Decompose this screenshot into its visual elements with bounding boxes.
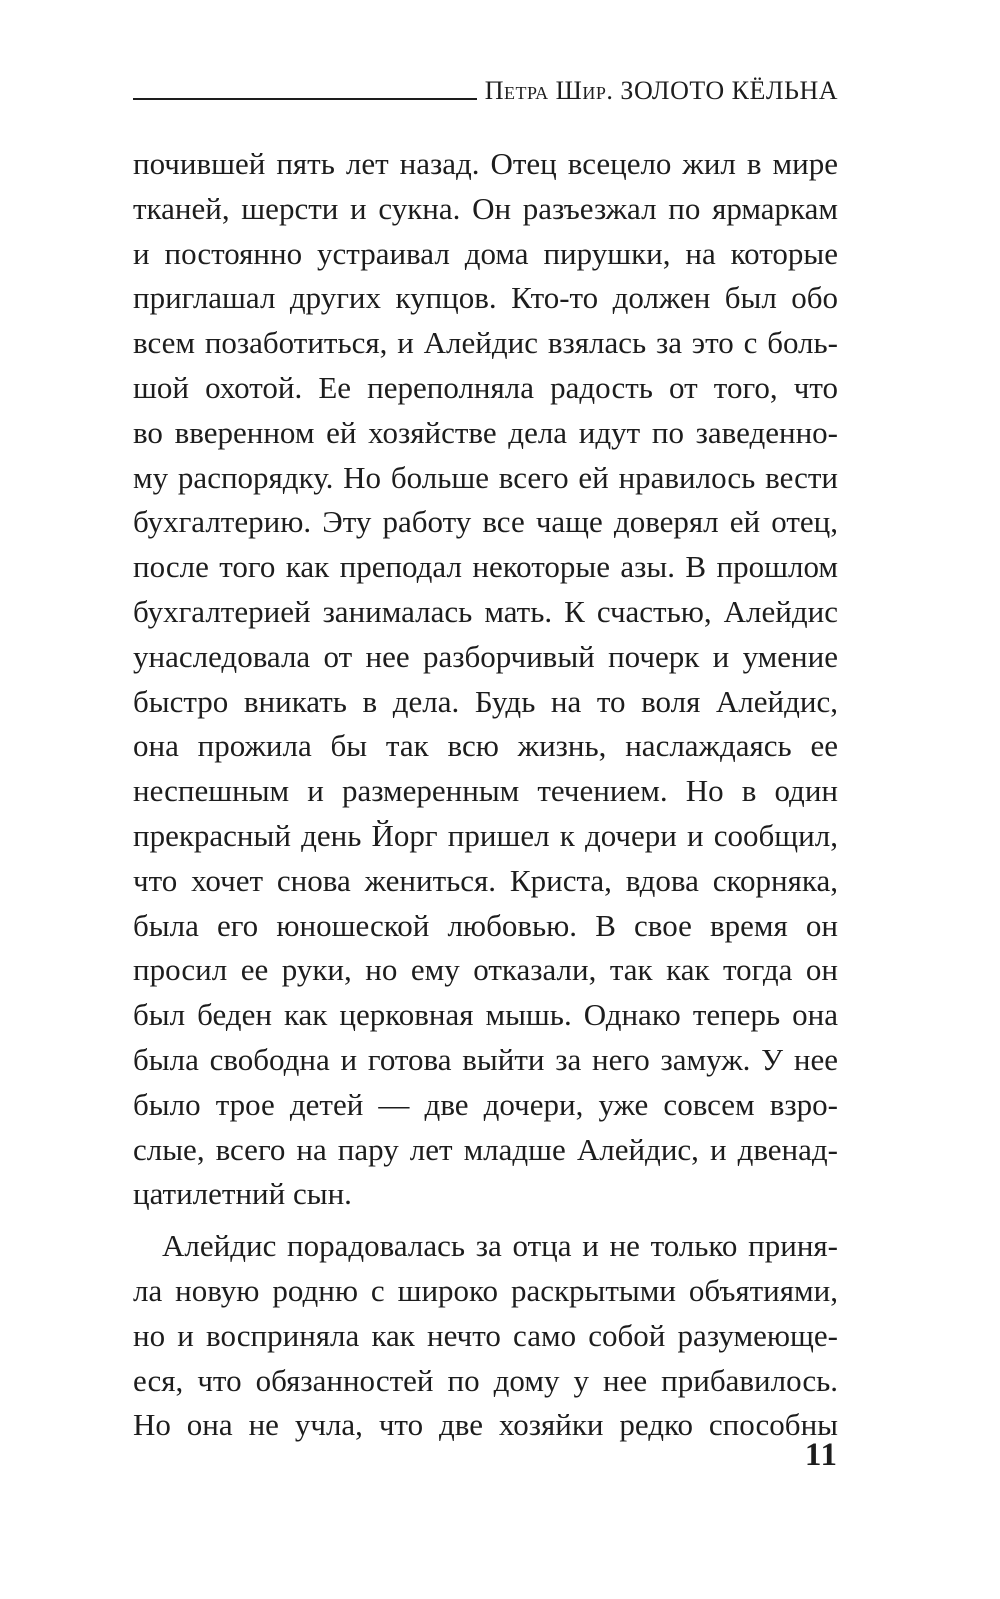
paragraph-gap (133, 1217, 838, 1224)
header-separator: . (606, 76, 621, 105)
text-line: был беден как церковная мышь. Однако теперь она (133, 997, 838, 1033)
text-line: было трое детей — две дочери, уже совсем взро- (133, 1086, 838, 1122)
text-line: быстро вникать в дела. Будь на то воля Алейдис, (133, 683, 838, 719)
text-line: бухгалтерию. Эту работу все чаще доверял ей отец, (133, 504, 838, 540)
text-line: шой охотой. Ее переполняла радость от того, что (133, 369, 838, 405)
text-line: унаследовала от нее разборчивый почерк и умение (133, 638, 838, 674)
text-line: бухгалтерией занималась мать. К счастью, Алейдис (133, 593, 838, 629)
text-line: приглашал других купцов. Кто-то должен был обо (133, 280, 838, 316)
text-line: ла новую родню с широко раскрытыми объятиями, (133, 1272, 838, 1308)
text-line: была его юношеской любовью. В свое время он (133, 907, 838, 943)
header-author: Петра Шир (484, 76, 607, 105)
text-line: неспешным и размеренным течением. Но в один (133, 773, 838, 809)
paragraph (133, 142, 838, 1217)
text-line: цатилетний сын. (133, 1176, 352, 1212)
body-text (133, 142, 838, 1448)
text-line: Но она не учла, что две хозяйки редко способны (133, 1407, 838, 1443)
text-line: она прожила бы так всю жизнь, наслаждаясь ее (133, 728, 838, 764)
text-line: но и восприняла как нечто само собой разумеюще- (133, 1317, 838, 1353)
running-header (133, 70, 838, 104)
text-line: почившей пять лет назад. Отец всецело жил в мире (133, 146, 838, 181)
text-line: еся, что обязанностей по дому у нее прибавилось. (133, 1362, 838, 1398)
text-line: Алейдис порадовалась за отца и не только приня- (162, 1228, 838, 1264)
text-line: му распорядку. Но больше всего ей нравилось вести (133, 459, 838, 495)
text-line: всем позаботиться, и Алейдис взялась за это с боль- (133, 325, 838, 361)
header-title: ЗОЛОТО КЁЛЬНА (620, 76, 838, 105)
text-line: после того как преподал некоторые азы. В прошлом (133, 549, 838, 585)
header-text (485, 78, 838, 104)
header-rule (133, 98, 477, 100)
text-line: прекрасный день Йорг пришел к дочери и сообщил, (133, 817, 838, 853)
text-line: что хочет снова жениться. Криста, вдова скорняка, (133, 862, 838, 898)
page-number: 11 (804, 1437, 838, 1473)
paragraph (133, 1224, 838, 1448)
text-line: во вверенном ей хозяйстве дела идут по заведенно- (133, 414, 838, 450)
text-line: была свободна и готова выйти за него замуж. У нее (133, 1041, 838, 1077)
text-line: просил ее руки, но ему отказали, так как тогда он (133, 952, 838, 988)
text-line: и постоянно устраивал дома пирушки, на которые (133, 235, 838, 271)
text-line: слые, всего на пару лет младше Алейдис, и двенад- (133, 1131, 838, 1167)
text-line: тканей, шерсти и сукна. Он разъезжал по ярмаркам (133, 190, 838, 226)
